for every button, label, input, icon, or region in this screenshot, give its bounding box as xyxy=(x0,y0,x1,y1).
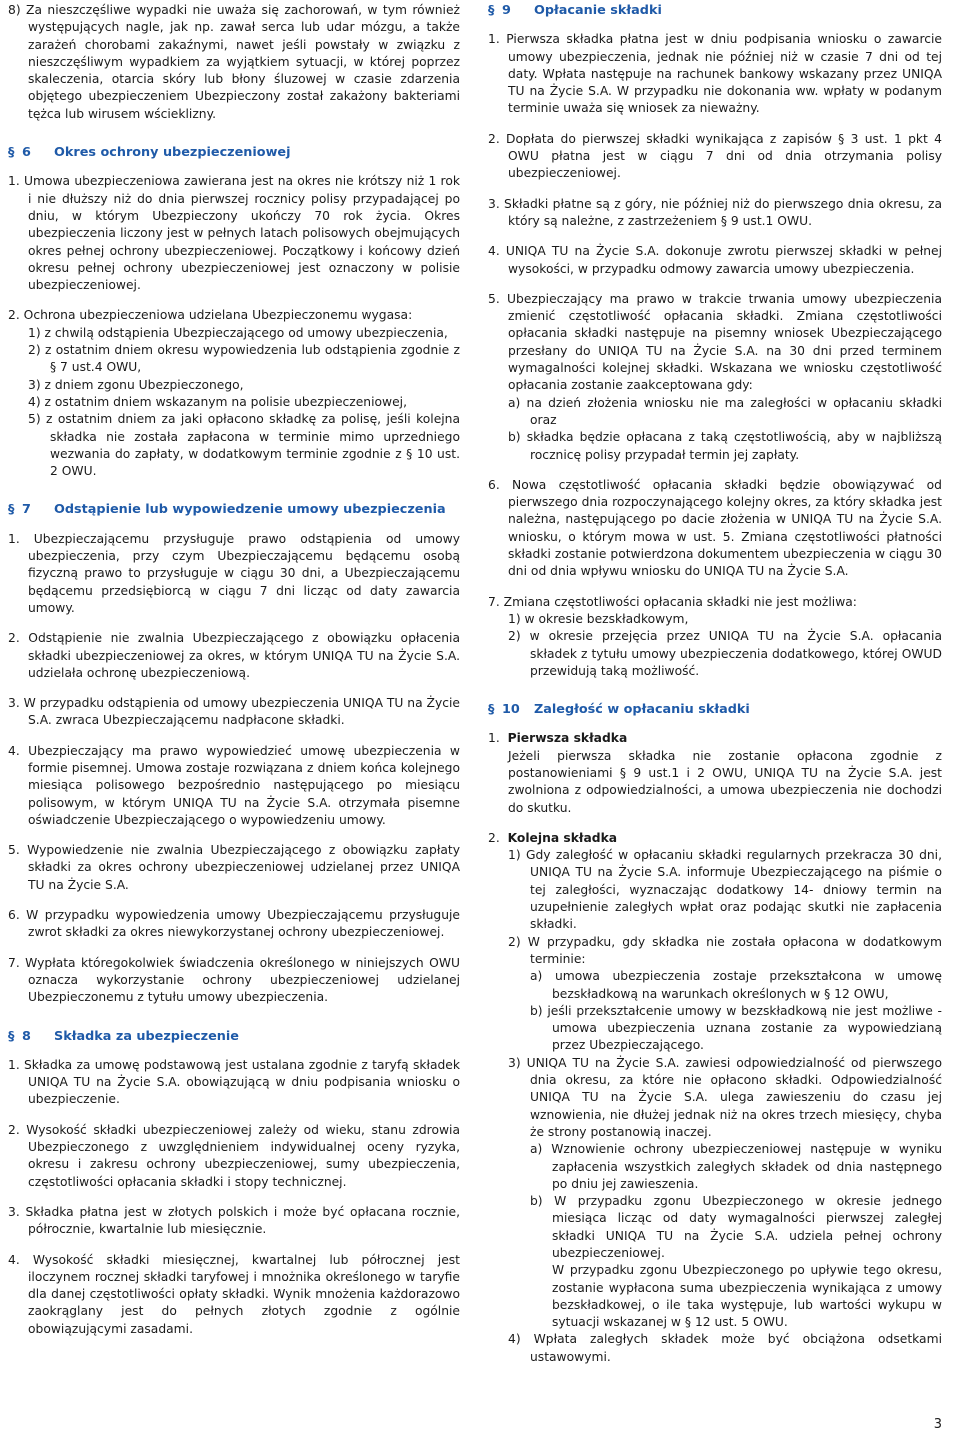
paragraph-number: 1. xyxy=(488,731,500,746)
section-number: 10 xyxy=(502,702,520,718)
section-heading-8 xyxy=(8,1028,460,1045)
paragraph: 1. Składka za umowę podstawową jest ustalana zgodnie z taryfą składek UNIQA TU na Życie S.A. obowiązującą w dniu podpisania wniosku o ubezpieczenie. xyxy=(8,1057,460,1107)
section-title: Opłacanie składki xyxy=(534,3,662,18)
list-item: b) W przypadku zgonu Ubezpieczonego w okresie jednego miesiąca licząc od daty wymagalności pierwszej zaległej składki UNIQA TU na Życie S.A. udziela pełnej ochrony ubezpieczeniowej. xyxy=(530,1194,942,1260)
paragraph: 1. Ubezpieczającemu przysługuje prawo odstąpienia od umowy ubezpieczenia, przy czym Ubezpieczającemu będącemu osobą fizyczną prawo to przysługuje w ciągu 30 dni, a Ubezpieczającemu będącemu przedsiębiorcą w ciągu 7 dni licząc od daty zawarcia umowy. xyxy=(8,531,460,615)
section-heading-10 xyxy=(488,701,942,718)
paragraph: 1. Umowa ubezpieczeniowa zawierana jest na okres nie krótszy niż 1 rok i nie dłuższy niż do dnia pierwszej rocznicy polisy przypadającej po dniu, w którym Ubezpieczony ukończy 70 rok życia. Okres ubezpieczenia liczony jest w pełnych latach polisowych obejmujących okres pełnej ochrony ubezpieczeniowej. Początkowy i końcowy dzień okresu pełnej ochrony ubezpieczeniowej jest oznaczony w polisie ubezpieczeniowej. xyxy=(8,174,460,293)
paragraph: 6. Nowa częstotliwość opłacania składki będzie obowiązywać od pierwszego dnia rozpoczynającego kolejny okres, za który składka jest należna, następującego po dacie złożenia w UNIQA TU na Życie S.A. wniosku, o którym mowa w ust. 5. Zmiana częstotliwości płatności składki zostanie potwierdzona dokumentem ubezpieczenia w ciągu 30 dni od dnia wpływu wniosku do UNIQA TU na Życie S.A. xyxy=(488,477,942,579)
section-heading-7 xyxy=(8,501,460,518)
list-item: a) umowa ubezpieczenia zostaje przekształcona w umowę bezskładkową na warunkach określonych w § 12 OWU, xyxy=(530,969,942,1001)
section-title: Składka za ubezpieczenie xyxy=(54,1028,239,1044)
list-item: 8) Za nieszczęśliwe wypadki nie uważa się zachorowań, w tym również występujących nagle, jak np. zawał serca lub udar mózgu, a także zarażeń chorobami zakaźnymi, nawet jeśli powstały w związku z nieszczęśliwym wypadkiem za wyjątkiem sytuacji, w której poprzez skaleczenia, otarcia skóry lub błony śluzowej w czasie zdarzenia objętego ubezpieczeniem Ubezpieczony został zakażony bakteriami tężca lub wirusem wścieklizny. xyxy=(8,3,460,121)
list-item: 4) Wpłata zaległych składek może być obciążona odsetkami ustawowymi. xyxy=(508,1332,942,1364)
paragraph: 2. Dopłata do pierwszej składki wynikająca z zapisów § 3 ust. 1 pkt 4 OWU płatna jest w ciągu 7 dni od dnia otrzymania polisy ubezpieczeniowej. xyxy=(488,131,942,181)
paragraph: W przypadku zgonu Ubezpieczonego po upływie tego okresu, zostanie wypłacona suma ubezpieczenia wynikająca z umowy bezskładkowej, o ile taka występuje, lub wartości wykupu w sytuacji wskazanej w § 12 ust. 5 OWU. xyxy=(552,1263,942,1330)
paragraph: 5. Wypowiedzenie nie zwalnia Ubezpieczającego z obowiązku zapłaty składki za okres ochrony ubezpieczeniowej udzielanej przez UNIQA TU na Życie S.A. xyxy=(8,843,460,892)
subsection-heading xyxy=(488,830,942,847)
section-symbol: § xyxy=(8,145,15,161)
paragraph: 4. Wysokość składki miesięcznej, kwartalnej lub półrocznej jest iloczynem rocznej składki taryfowej i mnożnika określonego w taryfie dla danej częstotliwości opłaty składki. Wynik mnożenia każdorazowo zaokrąglany jest do pełnych złotych zgodnie z ogólnie obowiązującymi zasadami. xyxy=(8,1252,460,1336)
subsection-heading xyxy=(488,730,942,747)
list-item: 3) UNIQA TU na Życie S.A. zawiesi odpowiedzialność od pierwszego dnia okresu, za które nie opłacono składki. Odpowiedzialność UNIQA TU na Życie S.A. ulega zawieszeniu do czasu jej wznowienia, nie dłużej jednak niż na okres trzech miesięcy, chyba że strony postanowią inaczej. xyxy=(508,1055,942,1139)
list-item: b) jeśli przekształcenie umowy w bezskładkową nie jest możliwe - umowa ubezpieczenia uznana zostanie za wypowiedzianą przez Ubezpieczającego. xyxy=(530,1003,942,1053)
paragraph: 1. Pierwsza składka płatna jest w dniu podpisania wniosku o zawarcie umowy ubezpieczenia, jednak nie później niż w czasie 7 dni od tej daty. Wpłata następuje na rachunek bankowy wskazany przez UNIQA TU na Życie S.A. W przypadku nie dokonania ww. wpłaty w podanym terminie uważa się wniosek za nieważny. xyxy=(488,32,942,116)
paragraph: 7. Wypłata któregokolwiek świadczenia określonego w niniejszych OWU oznacza wykorzystanie ochrony ubezpieczeniowej udzielanej Ubezpieczonemu z tytułu umowy ubezpieczenia. xyxy=(8,955,460,1005)
paragraph: 2. Odstąpienie nie zwalnia Ubezpieczającego z obowiązku opłacenia składki ubezpieczeniowej za okres, w którym UNIQA TU na Życie S.A. udzielała ochronę ubezpieczeniową. xyxy=(8,631,460,680)
page-number: 3 xyxy=(933,1417,942,1432)
paragraph: 3. Składka płatna jest w złotych polskich i może być opłacana rocznie, półrocznie, kwartalnie lub miesięcznie. xyxy=(8,1204,460,1237)
paragraph: 2. Ochrona ubezpieczeniowa udzielana Ubezpieczonemu wygasa: xyxy=(8,308,413,323)
section-heading-9 xyxy=(488,2,942,19)
list-item: 1) w okresie bezskładkowym, xyxy=(508,611,689,626)
list-item: a) Wznowienie ochrony ubezpieczeniowej następuje w wyniku zapłacenia wszystkich zaległych składek od dnia następnego po dniu jej zawieszenia. xyxy=(530,1142,942,1191)
section-number: 8 xyxy=(22,1028,31,1044)
paragraph: 7. Zmiana częstotliwości opłacania składki nie jest możliwa: xyxy=(488,594,857,609)
list-item: b) składka będzie opłacana z taką częstotliwością, aby w najbliższą rocznicę polisy przypadał termin jej zapłaty. xyxy=(508,430,942,462)
paragraph: 4. Ubezpieczający ma prawo wypowiedzieć umowę ubezpieczenia w formie pisemnej. Umowa zostaje rozwiązana z dniem końca kolejnego miesiąca polisowego bezpośrednio następującego po miesiącu polisowym, w którym UNIQA TU na Życie S.A. otrzymała pisemne oświadczenie Ubezpieczającego o wypowiedzeniu umowy. xyxy=(8,743,460,827)
section-symbol: § xyxy=(488,702,495,718)
section-symbol: § xyxy=(8,1028,15,1044)
list-item: 2) W przypadku, gdy składka nie została opłacona w dodatkowym terminie: xyxy=(508,934,942,966)
list-item: 2) z ostatnim dniem okresu wypowiedzenia lub odstąpienia zgodnie z § 7 ust.4 OWU, xyxy=(28,343,460,375)
paragraph: 6. W przypadku wypowiedzenia umowy Ubezpieczającemu przysługuje zwrot składki za okres niewykorzystanej ochrony ubezpieczeniowej. xyxy=(8,908,460,940)
paragraph: 3. Składki płatne są z góry, nie później niż do pierwszego dnia okresu, za który są należne, z zastrzeżeniem § 9 ust.1 OWU. xyxy=(488,196,942,228)
subsection-title: Kolejna składka xyxy=(507,830,618,845)
section-number: 6 xyxy=(22,145,31,161)
section-title: Okres ochrony ubezpieczeniowej xyxy=(54,145,291,161)
paragraph: Jeżeli pierwsza składka nie zostanie opłacona zgodnie z postanowieniami § 9 ust.1 i 2 OWU, UNIQA TU na Życie S.A. jest zwolniona z odpowiedzialności, a umowa ubezpieczenia nie dochodzi do skutku. xyxy=(508,748,942,815)
subsection-title: Pierwsza składka xyxy=(507,731,628,746)
paragraph-number: 2. xyxy=(488,830,500,845)
section-number: 7 xyxy=(22,502,31,518)
list-item: 4) z ostatnim dniem wskazanym na polisie ubezpieczeniowej, xyxy=(28,394,407,409)
paragraph: 3. W przypadku odstąpienia od umowy ubezpieczenia UNIQA TU na Życie S.A. zwraca Ubezpieczającemu nadpłacone składki. xyxy=(8,696,460,728)
list-item: a) na dzień złożenia wniosku nie ma zaległości w opłacaniu składki oraz xyxy=(508,395,942,427)
section-title: Odstąpienie lub wypowiedzenie umowy ubezpieczenia xyxy=(54,502,446,518)
paragraph: 5. Ubezpieczający ma prawo w trakcie trwania umowy ubezpieczenia zmienić częstotliwość opłacania składki. Zmiana częstotliwości opłacania składki następuje na pisemny wniosek Ubezpieczającego przesłany do UNIQA TU na Życie S.A. na 30 dni przed terminem wymagalności kolejnej składki. Wskazana we wniosku częstotliwość opłacania zostanie zaakceptowana gdy: xyxy=(488,291,942,393)
right-column xyxy=(488,0,942,1366)
section-number: 9 xyxy=(502,3,511,18)
left-column xyxy=(8,0,460,1338)
list-item: 1) Gdy zaległość w opłacaniu składki regularnych przekracza 30 dni, UNIQA TU na Życie S.A. informuje Ubezpieczającego na piśmie o tej zaległości, wyznaczając dodatkowy 14- dniowy termin na uzupełnienie zaległych wpłat oraz podając skutki nie zapłacenia składki. xyxy=(508,848,942,932)
section-title: Zaległość w opłacaniu składki xyxy=(534,702,750,718)
list-item: 2) w okresie przejęcia przez UNIQA TU na Życie S.A. opłacania składek z tytułu umowy ubezpieczenia dodatkowego, której OWUD przewidują taką możliwość. xyxy=(508,629,942,678)
section-symbol: § xyxy=(488,3,495,18)
paragraph: 4. UNIQA TU na Życie S.A. dokonuje zwrotu pierwszej składki w pełnej wysokości, w przypadku odmowy zawarcia umowy ubezpieczenia. xyxy=(488,244,942,276)
list-item: 3) z dniem zgonu Ubezpieczonego, xyxy=(28,377,244,392)
list-item: 1) z chwilą odstąpienia Ubezpieczającego od umowy ubezpieczenia, xyxy=(28,325,448,340)
section-heading-6 xyxy=(8,144,460,161)
section-symbol: § xyxy=(8,502,15,518)
list-item: 5) z ostatnim dniem za jaki opłacono składkę za polisę, jeśli kolejna składka nie została zapłacona w terminie mimo uprzedniego wezwania do zapłaty, w dodatkowym terminie zgodnie z § 10 ust. 2 OWU. xyxy=(28,412,460,479)
paragraph: 2. Wysokość składki ubezpieczeniowej zależy od wieku, stanu zdrowia Ubezpieczonego z uwzględnieniem indywidualnej oceny ryzyka, okresu i zakresu ochrony ubezpieczeniowej, sumy ubezpieczenia, częstotliwości opłacania składki i stopy technicznej. xyxy=(8,1122,460,1189)
